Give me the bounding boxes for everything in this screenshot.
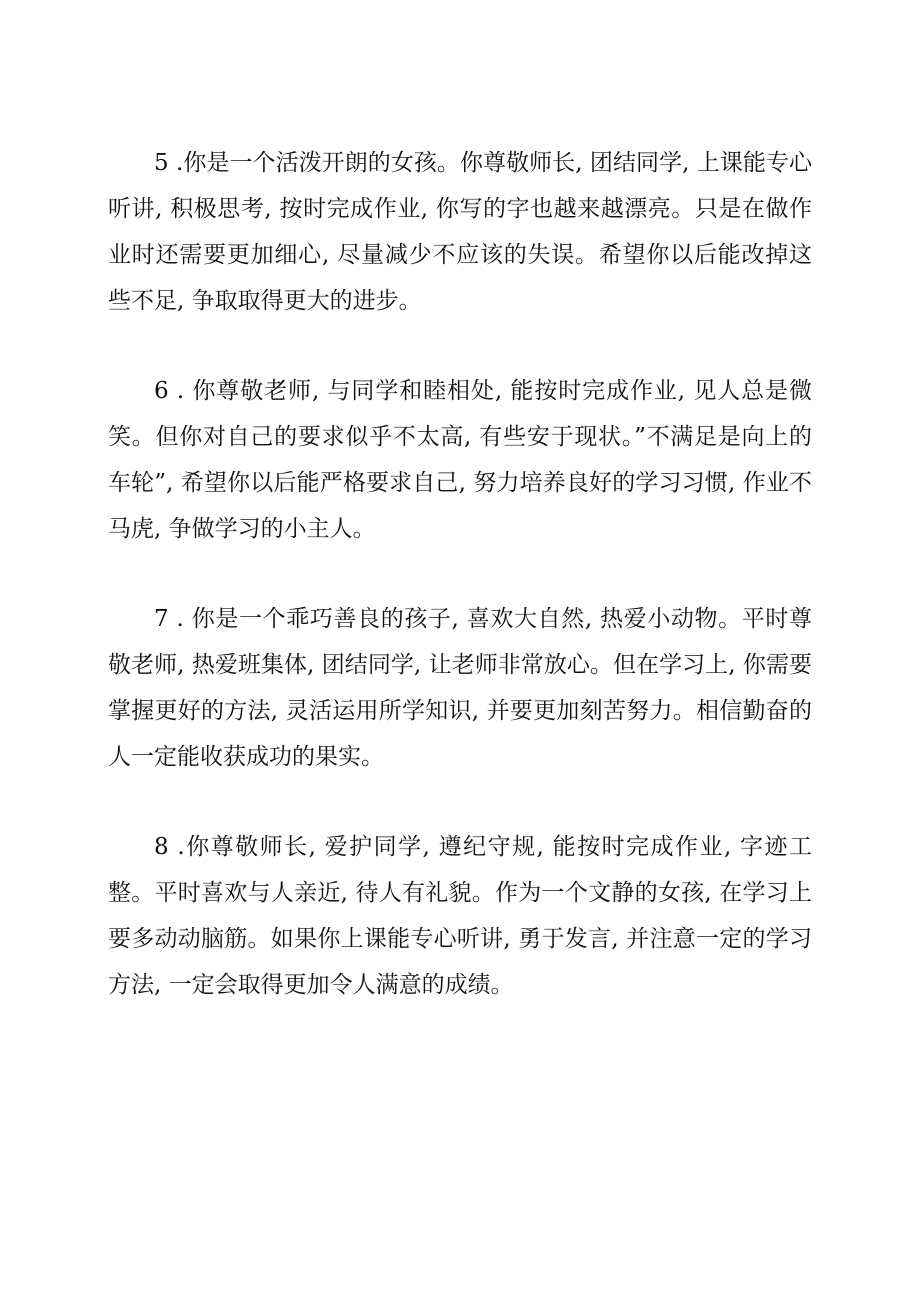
paragraph-7: 7 . 你是一个乖巧善良的孩子, 喜欢大自然, 热爱小动物。平时尊敬老师, 热爱班集体, 团结同学, 让老师非常放心。但在学习上, 你需要掌握更好的方法, 灵活运用所学知识, 并要更加刻苦努力。相信勤奋的人一定能收获成功的果实。 [108,606,812,770]
paragraph-5: 5 .你是一个活泼开朗的女孩。你尊敬师长, 团结同学, 上课能专心听讲, 积极思考, 按时完成作业, 你写的字也越来越漂亮。只是在做作业时还需要更加细心, 尽量减少不应该的失误。希望你以后能改掉这些不足, 争取取得更大的进步。 [108,150,812,314]
document-body [108,140,812,1052]
paragraph-8: 8 .你尊敬师长, 爱护同学, 遵纪守规, 能按时完成作业, 字迹工整。平时喜欢与人亲近, 待人有礼貌。作为一个文静的女孩, 在学习上要多动动脑筋。如果你上课能专心听讲, 勇于发言, 并注意一定的学习方法, 一定会取得更加令人满意的成绩。 [108,834,812,998]
paragraph-6: 6 . 你尊敬老师, 与同学和睦相处, 能按时完成作业, 见人总是微笑。但你对自己的要求似乎不太高, 有些安于现状。”不满足是向上的车轮”, 希望你以后能严格要求自己, 努力培养良好的学习习惯, 作业不马虎, 争做学习的小主人。 [108,378,812,542]
